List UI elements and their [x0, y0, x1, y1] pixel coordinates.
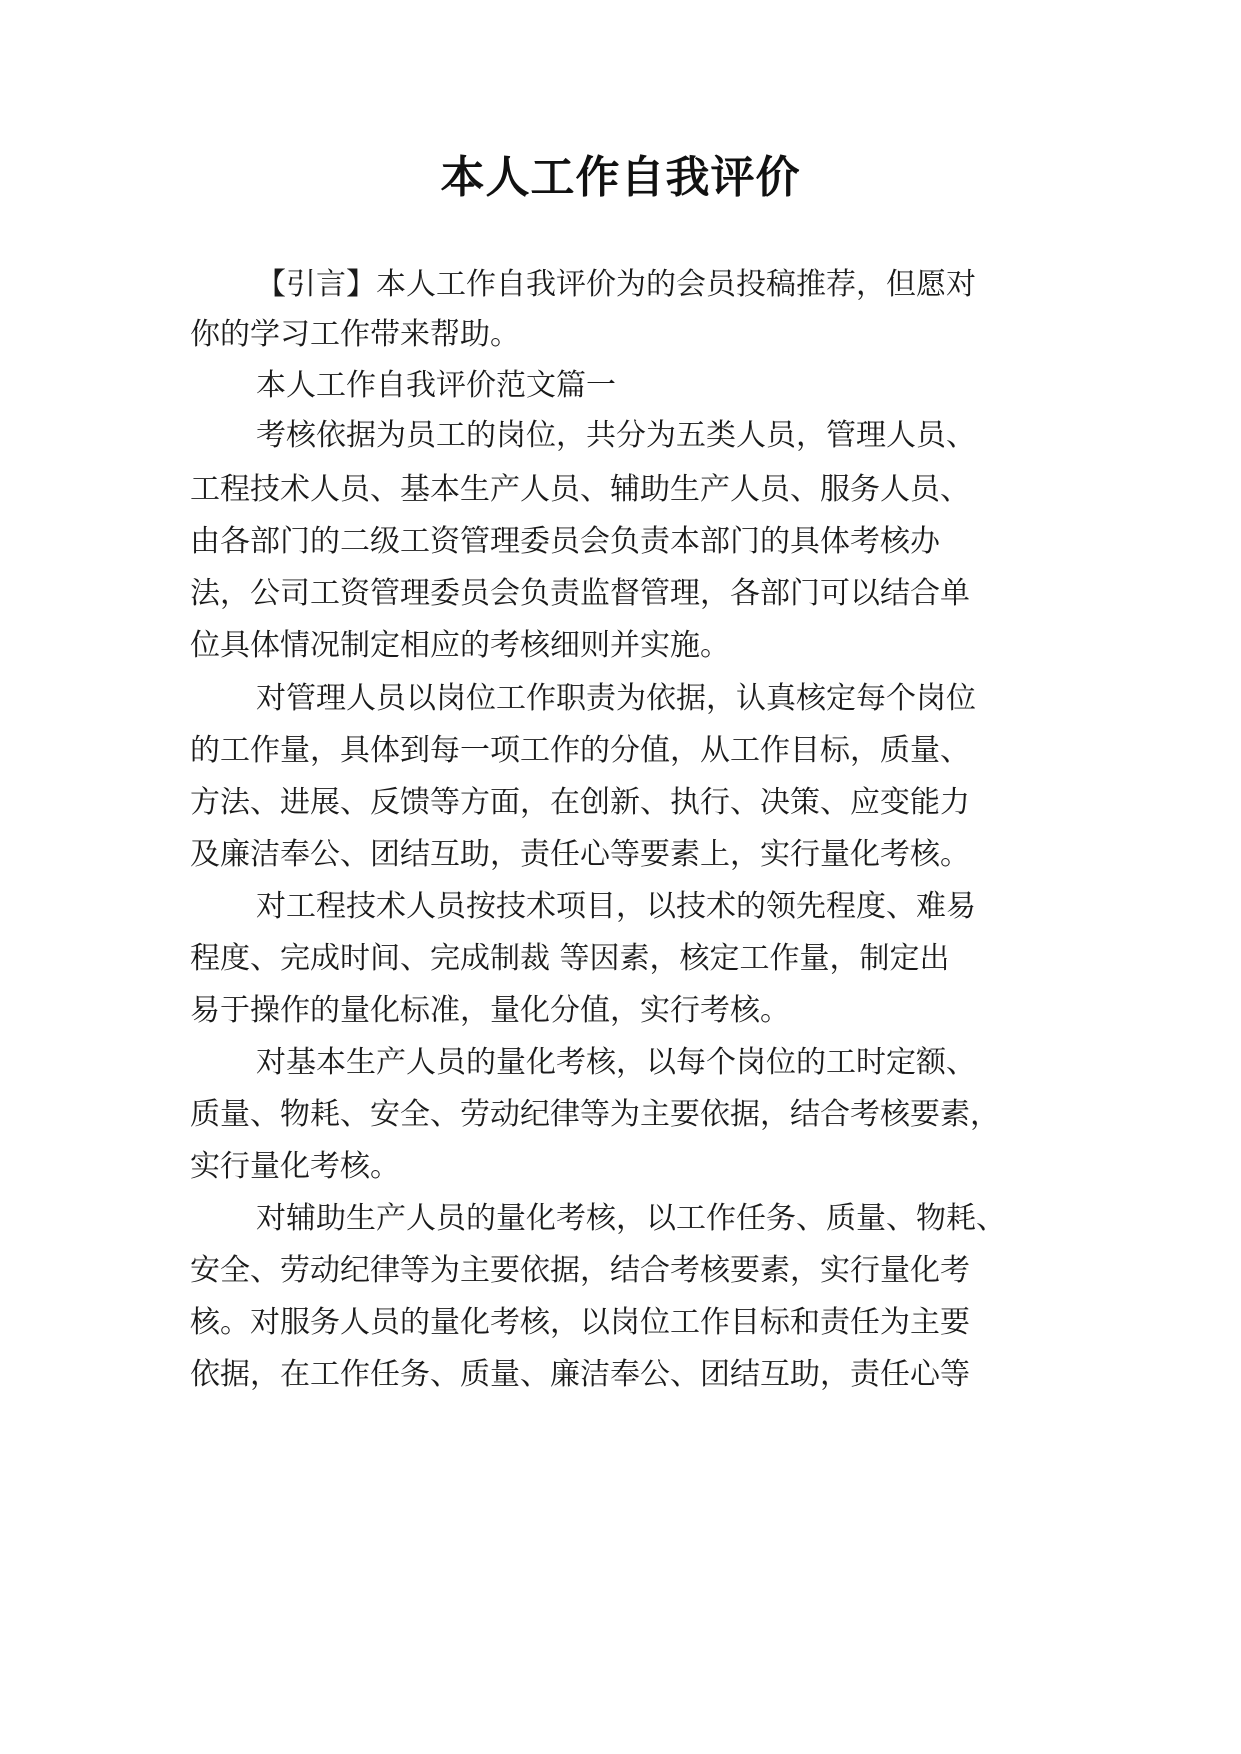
text-line-19: 对辅助生产人员的量化考核，以工作任务、质量、物耗、 [256, 1201, 1006, 1236]
text-line-21: 核。对服务人员的量化考核，以岗位工作目标和责任为主要 [190, 1305, 970, 1340]
text-line-6: 由各部门的二级工资管理委员会负责本部门的具体考核办 [190, 524, 940, 559]
text-line-18: 实行量化考核。 [190, 1149, 400, 1184]
text-line-22: 依据，在工作任务、质量、廉洁奉公、团结互助，责任心等 [190, 1357, 970, 1392]
text-line-3: 本人工作自我评价范文篇一 [256, 368, 616, 403]
text-line-17: 质量、物耗、安全、劳动纪律等为主要依据，结合考核要素， [190, 1097, 1000, 1132]
text-line-13: 对工程技术人员按技术项目，以技术的领先程度、难易 [256, 889, 976, 924]
text-line-12: 及廉洁奉公、团结互助，责任心等要素上，实行量化考核。 [190, 837, 970, 872]
text-line-1: 【引言】本人工作自我评价为的会员投稿推荐，但愿对 [256, 267, 976, 302]
text-line-14: 程度、完成时间、完成制裁 等因素，核定工作量，制定出 [190, 941, 950, 976]
text-line-7: 法，公司工资管理委员会负责监督管理，各部门可以结合单 [190, 576, 970, 611]
text-line-5: 工程技术人员、基本生产人员、辅助生产人员、服务人员、 [190, 472, 970, 507]
text-line-8: 位具体情况制定相应的考核细则并实施。 [190, 628, 730, 663]
document-title: 本人工作自我评价 [440, 152, 801, 203]
text-line-16: 对基本生产人员的量化考核，以每个岗位的工时定额、 [256, 1045, 976, 1080]
text-line-11: 方法、进展、反馈等方面，在创新、执行、决策、应变能力 [190, 785, 970, 820]
text-line-10: 的工作量，具体到每一项工作的分值，从工作目标，质量、 [190, 733, 970, 768]
text-line-2: 你的学习工作带来帮助。 [190, 317, 520, 352]
text-line-15: 易于操作的量化标准，量化分值，实行考核。 [190, 993, 790, 1028]
text-line-9: 对管理人员以岗位工作职责为依据，认真核定每个岗位 [256, 681, 976, 716]
text-line-20: 安全、劳动纪律等为主要依据，结合考核要素，实行量化考 [190, 1253, 970, 1288]
text-line-4: 考核依据为员工的岗位，共分为五类人员，管理人员、 [256, 418, 976, 453]
